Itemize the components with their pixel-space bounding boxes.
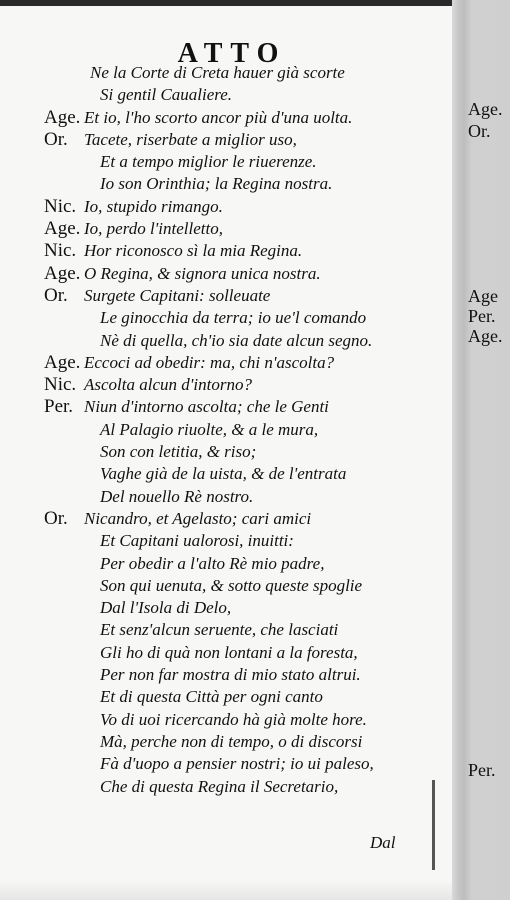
- verse-line: [0, 240, 452, 262]
- verse-line: [0, 731, 452, 753]
- verse-block: [0, 62, 452, 798]
- verse-line: [0, 463, 452, 485]
- verse-line: [0, 419, 452, 441]
- verse-line: [0, 530, 452, 552]
- verse-text: Io, perdo l'intelletto,: [84, 219, 223, 239]
- verse-line: [0, 753, 452, 775]
- verse-line: [0, 151, 452, 173]
- verse-line: [0, 776, 452, 798]
- verse-text: Fà d'uopo a pensier nostri; io ui paleso,: [100, 754, 374, 774]
- facing-speaker-label: Per.: [468, 306, 496, 326]
- verse-text: Nè di quella, ch'io sia date alcun segno.: [100, 330, 373, 350]
- facing-speaker-label: Age.: [468, 326, 503, 346]
- speaker-label: Or.: [44, 128, 68, 150]
- verse-text: Mà, perche non di tempo, o di discorsi: [100, 731, 363, 751]
- verse-text: Si gentil Caualiere.: [100, 85, 233, 105]
- verse-line: [0, 330, 452, 352]
- speaker-label: Or.: [44, 284, 68, 306]
- verse-text: Ne la Corte di Creta hauer già scorte: [90, 63, 345, 82]
- catchword: Dal: [370, 833, 396, 852]
- speaker-label: Nic.: [44, 240, 77, 262]
- speaker-label: Age.: [44, 218, 81, 240]
- verse-line: [0, 263, 452, 285]
- verse-text: Vaghe già de la uista, & de l'entrata: [100, 464, 347, 484]
- verse-text: Son con letitia, & riso;: [100, 442, 257, 462]
- speaker-label: Or.: [44, 507, 68, 529]
- verse-line: [0, 62, 452, 84]
- verse-line: [0, 173, 452, 195]
- verse-text: Al Palagio riuolte, & a le mura,: [100, 419, 319, 439]
- verse-line: [0, 218, 452, 240]
- verse-line: [0, 196, 452, 218]
- verse-line: [0, 374, 452, 396]
- verse-line: [0, 664, 452, 686]
- verse-text: O Regina, & signora unica nostra.: [84, 263, 321, 283]
- verse-text: Et a tempo miglior le riuerenze.: [100, 152, 317, 172]
- facing-speaker-label: Or.: [468, 121, 491, 141]
- speaker-label: Nic.: [44, 374, 77, 396]
- verse-line: [0, 686, 452, 708]
- verse-text: Eccoci ad obedir: ma, chi n'ascolta?: [84, 352, 335, 372]
- page-top-shadow: [0, 0, 452, 6]
- verse-line: [0, 619, 452, 641]
- verse-line: [0, 575, 452, 597]
- verse-line: [0, 553, 452, 575]
- verse-text: Io son Orinthia; la Regina nostra.: [100, 174, 333, 194]
- verse-text: Et io, l'ho scorto ancor più d'una uolta.: [84, 107, 353, 127]
- verse-line: [0, 84, 452, 106]
- verse-text: Tacete, riserbate a miglior uso,: [84, 129, 297, 149]
- verse-line: [0, 642, 452, 664]
- verse-line: [0, 396, 452, 418]
- verse-text: Surgete Capitani: solleuate: [84, 285, 271, 305]
- verse-text: Et Capitani ualorosi, inuitti:: [100, 531, 294, 551]
- facing-speaker-label: Age.: [468, 99, 503, 119]
- verse-text: Le ginocchia da terra; io ue'l comando: [100, 308, 367, 328]
- verse-line: [0, 107, 452, 129]
- verse-text: Niun d'intorno ascolta; che le Genti: [84, 397, 329, 417]
- speaker-label: Age.: [44, 351, 81, 373]
- facing-speaker-label: Age: [468, 286, 498, 306]
- speaker-label: Age.: [44, 106, 81, 128]
- verse-text: Et senz'alcun seruente, che lasciati: [100, 620, 339, 640]
- verse-text: Hor riconosco sì la mia Regina.: [84, 241, 303, 261]
- verse-line: [0, 352, 452, 374]
- speaker-label: Per.: [44, 396, 74, 418]
- verse-line: [0, 508, 452, 530]
- verse-text: Che di questa Regina il Secretario,: [100, 776, 339, 796]
- verse-text: Ascolta alcun d'intorno?: [84, 375, 252, 395]
- verse-text: Et di questa Città per ogni canto: [100, 687, 323, 707]
- verse-line: [0, 129, 452, 151]
- verse-line: [0, 441, 452, 463]
- verse-text: Del nouello Rè nostro.: [100, 486, 254, 506]
- verse-line: [0, 486, 452, 508]
- verse-text: Vo di uoi ricercando hà già molte hore.: [100, 709, 367, 729]
- verse-text: Io, stupido rimango.: [84, 196, 223, 216]
- verse-line: [0, 307, 452, 329]
- verse-text: Per non far mostra di mio stato altrui.: [100, 665, 361, 685]
- verse-text: Nicandro, et Agelasto; cari amici: [84, 508, 312, 528]
- verse-text: Gli ho di quà non lontani a la foresta,: [100, 642, 358, 662]
- facing-speaker-label: Per.: [468, 760, 496, 780]
- verse-text: Per obedir a l'alto Rè mio padre,: [100, 553, 325, 573]
- verse-text: Dal l'Isola di Delo,: [100, 598, 232, 618]
- verse-line: [0, 285, 452, 307]
- verse-line: [0, 597, 452, 619]
- speaker-label: Age.: [44, 262, 81, 284]
- speaker-label: Nic.: [44, 195, 77, 217]
- verse-line: [0, 709, 452, 731]
- verse-text: Son qui uenuta, & sotto queste spoglie: [100, 575, 363, 595]
- act-heading: ATTO: [177, 38, 287, 69]
- page-bottom-shadow: [0, 880, 452, 900]
